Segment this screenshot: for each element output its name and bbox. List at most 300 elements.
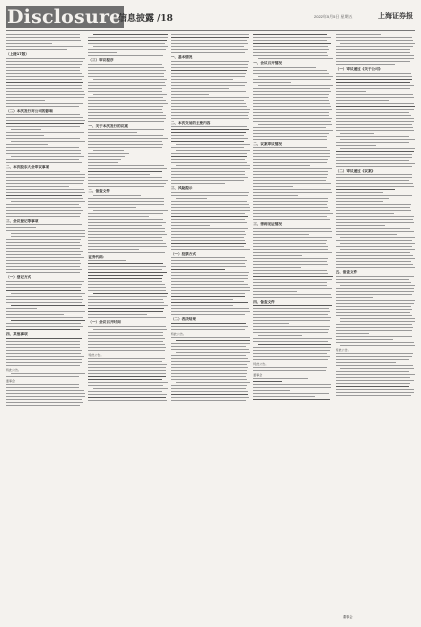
text-line xyxy=(171,73,247,74)
text-line xyxy=(171,367,248,368)
section-heading: 一、关于本次发行的议案 xyxy=(88,123,128,128)
text-line xyxy=(6,171,80,172)
text-line xyxy=(340,139,415,140)
text-line xyxy=(336,216,415,217)
text-line xyxy=(6,269,82,270)
text-line xyxy=(253,109,331,110)
text-line xyxy=(93,195,141,196)
text-line xyxy=(253,174,328,175)
text-line xyxy=(6,254,81,255)
text-line xyxy=(253,91,331,92)
text-line xyxy=(88,344,165,345)
text-line xyxy=(253,359,328,360)
text-line xyxy=(336,37,413,38)
text-line xyxy=(340,249,415,250)
text-line xyxy=(253,180,326,181)
text-line xyxy=(336,40,413,41)
text-line xyxy=(88,370,166,371)
text-line xyxy=(171,343,250,344)
text-line xyxy=(11,236,86,237)
text-line xyxy=(88,135,162,136)
text-line xyxy=(253,219,329,220)
text-line xyxy=(6,120,85,121)
text-line xyxy=(88,281,162,282)
text-line xyxy=(88,159,121,160)
text-line xyxy=(6,174,85,175)
closing-line: 董事会 xyxy=(253,373,263,378)
text-line xyxy=(336,189,396,190)
text-line xyxy=(171,183,225,184)
text-line xyxy=(11,129,42,130)
text-line xyxy=(6,79,82,80)
text-line xyxy=(336,151,414,152)
text-line xyxy=(336,276,415,277)
text-line xyxy=(336,261,411,262)
text-line xyxy=(88,311,163,312)
text-line xyxy=(6,135,44,136)
text-line xyxy=(171,308,250,309)
text-line xyxy=(6,114,80,115)
text-line xyxy=(336,112,409,113)
text-line xyxy=(6,195,82,196)
text-line xyxy=(336,330,413,331)
text-line xyxy=(171,79,233,80)
text-line xyxy=(253,258,327,259)
text-line xyxy=(171,132,246,133)
text-line xyxy=(171,195,248,196)
masthead xyxy=(6,4,415,31)
text-line xyxy=(6,144,48,145)
text-line xyxy=(336,73,411,74)
text-line xyxy=(88,228,164,229)
text-line xyxy=(336,124,412,125)
text-line xyxy=(336,303,415,304)
text-line xyxy=(88,358,165,359)
text-line xyxy=(340,321,415,322)
text-line xyxy=(6,227,36,228)
text-line xyxy=(171,76,245,77)
text-line xyxy=(258,58,333,59)
text-line xyxy=(171,266,247,267)
text-line xyxy=(88,109,161,110)
text-line xyxy=(6,117,83,118)
text-line xyxy=(6,290,81,291)
text-line xyxy=(6,245,82,246)
footer-signature: 董事会 xyxy=(343,614,353,619)
text-line xyxy=(171,394,248,395)
text-line xyxy=(171,385,247,386)
text-line xyxy=(88,252,164,253)
text-line xyxy=(253,201,327,202)
text-line xyxy=(336,371,409,372)
text-line xyxy=(336,145,377,146)
text-line xyxy=(6,91,84,92)
article-column xyxy=(336,34,415,624)
text-line xyxy=(88,49,166,50)
text-line xyxy=(336,97,414,98)
text-line xyxy=(6,106,79,107)
text-line xyxy=(171,376,246,377)
section-heading: （上接17版） xyxy=(6,52,29,56)
text-line xyxy=(88,240,163,241)
text-line xyxy=(336,130,415,131)
text-line xyxy=(336,88,411,89)
text-line xyxy=(253,55,328,56)
text-line xyxy=(88,341,162,342)
text-line xyxy=(253,308,329,309)
text-line xyxy=(253,192,331,193)
section-heading: 证券代码： xyxy=(88,254,107,259)
text-line xyxy=(336,392,414,393)
text-line xyxy=(6,251,83,252)
section-heading: 四、其他事项 xyxy=(6,331,28,336)
text-line xyxy=(336,177,412,178)
text-line xyxy=(171,225,210,226)
text-line xyxy=(6,213,81,214)
text-line xyxy=(176,198,208,199)
section-heading: 二、本次交易的主要内容 xyxy=(170,120,211,125)
section-title: 信息披露 /18 xyxy=(118,14,173,24)
text-line xyxy=(253,381,282,382)
text-line xyxy=(171,118,249,119)
text-line xyxy=(336,52,411,53)
section-heading: （二）审议通过《议案》 xyxy=(335,168,376,173)
text-line xyxy=(88,85,166,86)
section-heading: 二、议案审议情况 xyxy=(253,141,282,146)
text-line xyxy=(88,225,162,226)
text-line xyxy=(6,73,82,74)
text-line xyxy=(336,395,411,396)
text-line xyxy=(253,82,291,83)
text-line xyxy=(93,79,167,80)
text-line xyxy=(171,91,247,92)
text-line xyxy=(253,378,308,379)
text-line xyxy=(11,373,86,374)
text-line xyxy=(88,112,162,113)
text-line xyxy=(253,183,331,184)
text-line xyxy=(253,294,331,295)
text-line xyxy=(336,157,413,158)
text-line xyxy=(88,332,162,333)
text-line xyxy=(340,237,415,238)
text-line xyxy=(336,136,409,137)
text-line xyxy=(336,127,414,128)
text-line xyxy=(253,317,331,318)
text-line xyxy=(253,329,329,330)
text-line xyxy=(11,233,86,234)
text-line xyxy=(336,225,385,226)
text-line xyxy=(336,327,413,328)
section-heading: （一）会议召开时间 xyxy=(88,320,121,325)
text-line xyxy=(336,213,395,214)
text-line xyxy=(171,141,245,142)
text-line xyxy=(253,264,328,265)
text-line xyxy=(253,150,330,151)
text-line xyxy=(253,79,331,80)
text-line xyxy=(253,207,327,208)
text-line xyxy=(253,305,332,306)
text-line xyxy=(336,106,415,107)
text-line xyxy=(253,127,326,128)
text-line xyxy=(88,263,163,264)
disclosure-logo: Disclosure xyxy=(6,6,124,28)
text-line xyxy=(11,293,86,294)
text-line xyxy=(171,293,245,294)
text-line xyxy=(6,123,84,124)
text-line xyxy=(88,347,165,348)
text-line xyxy=(88,272,167,273)
text-line xyxy=(171,314,245,315)
text-line xyxy=(88,382,167,383)
text-line xyxy=(253,88,329,89)
text-line xyxy=(88,266,166,267)
text-line xyxy=(336,255,413,256)
closing-line: 董事会 xyxy=(6,378,16,383)
text-line xyxy=(171,373,247,374)
text-line xyxy=(11,156,85,157)
text-line xyxy=(88,97,163,98)
text-line xyxy=(336,46,413,47)
text-line xyxy=(336,82,410,83)
text-line xyxy=(336,160,409,161)
text-line xyxy=(253,43,331,44)
text-line xyxy=(336,207,410,208)
text-line xyxy=(253,246,328,247)
text-line xyxy=(171,201,247,202)
text-line xyxy=(171,40,247,41)
text-line xyxy=(253,118,331,119)
text-line xyxy=(6,192,85,193)
text-line xyxy=(6,341,80,342)
text-line xyxy=(171,85,245,86)
text-line xyxy=(253,228,331,229)
text-line xyxy=(336,142,409,143)
text-line xyxy=(336,339,393,340)
text-line xyxy=(6,97,84,98)
text-line xyxy=(93,34,168,35)
text-line xyxy=(253,40,326,41)
text-line xyxy=(336,374,415,375)
text-line xyxy=(88,397,165,398)
text-line xyxy=(88,314,146,315)
text-line xyxy=(6,266,80,267)
text-line xyxy=(253,291,297,292)
text-line xyxy=(253,97,328,98)
text-line xyxy=(88,174,150,175)
text-line xyxy=(171,156,247,157)
text-line xyxy=(336,315,412,316)
text-line xyxy=(6,405,80,406)
text-line xyxy=(336,163,415,164)
text-line xyxy=(171,311,250,312)
text-line xyxy=(253,261,326,262)
text-line xyxy=(176,352,251,353)
text-line xyxy=(6,362,82,363)
text-line xyxy=(6,338,82,339)
article-column xyxy=(88,34,167,624)
text-line xyxy=(171,379,247,380)
text-line xyxy=(6,359,82,360)
text-line xyxy=(253,136,326,137)
text-line xyxy=(253,70,327,71)
text-line xyxy=(253,67,316,68)
text-line xyxy=(253,356,330,357)
text-line xyxy=(253,94,329,95)
text-line xyxy=(11,320,86,321)
text-line xyxy=(171,249,250,250)
text-line xyxy=(171,213,246,214)
text-line xyxy=(171,67,249,68)
text-line xyxy=(88,73,164,74)
text-line xyxy=(88,201,163,202)
text-line xyxy=(88,287,166,288)
text-line xyxy=(336,356,412,357)
text-line xyxy=(253,147,326,148)
text-line xyxy=(88,260,126,261)
text-line xyxy=(336,85,414,86)
text-line xyxy=(336,186,414,187)
text-line xyxy=(171,52,245,53)
text-line xyxy=(6,186,69,187)
text-line xyxy=(336,288,414,289)
text-line xyxy=(6,299,83,300)
text-line xyxy=(88,82,165,83)
text-line xyxy=(253,387,331,388)
text-line xyxy=(336,252,410,253)
text-line xyxy=(6,177,85,178)
text-line xyxy=(336,34,381,35)
text-line xyxy=(171,171,245,172)
text-line xyxy=(171,269,225,270)
text-line xyxy=(88,64,161,65)
text-line xyxy=(88,183,166,184)
text-line xyxy=(88,269,162,270)
text-line xyxy=(88,144,163,145)
text-line xyxy=(336,94,414,95)
text-line xyxy=(6,67,80,68)
text-line xyxy=(6,399,82,400)
text-line xyxy=(88,391,162,392)
text-line xyxy=(253,198,328,199)
text-line xyxy=(336,282,411,283)
text-line xyxy=(253,399,330,400)
text-line xyxy=(336,380,414,381)
text-line xyxy=(171,100,244,101)
text-line xyxy=(336,204,411,205)
text-line xyxy=(176,150,251,151)
text-line xyxy=(6,189,84,190)
issue-date: 2022年5月5日 星期五 xyxy=(314,14,353,19)
section-heading: 四、备查文件 xyxy=(253,299,275,304)
text-line xyxy=(253,162,326,163)
text-line xyxy=(171,129,249,130)
text-line xyxy=(336,49,411,50)
text-line xyxy=(253,353,327,354)
text-line xyxy=(171,263,246,264)
section-heading: 三、风险提示 xyxy=(170,186,193,191)
text-line xyxy=(336,246,413,247)
text-line xyxy=(6,132,84,133)
text-line xyxy=(253,276,332,277)
text-line xyxy=(336,353,414,354)
text-line xyxy=(253,332,328,333)
text-line xyxy=(171,272,249,273)
text-line xyxy=(253,121,330,122)
section-heading: 三、律师见证情况 xyxy=(253,222,282,227)
text-line xyxy=(171,162,248,163)
text-line xyxy=(253,204,327,205)
text-line xyxy=(88,162,117,163)
text-line xyxy=(171,115,248,116)
text-line xyxy=(336,279,410,280)
text-line xyxy=(88,132,136,133)
text-line xyxy=(171,231,245,232)
text-line xyxy=(6,100,45,101)
text-line xyxy=(171,192,249,193)
section-heading: 三、会议登记等事项 xyxy=(6,218,39,223)
text-line xyxy=(171,222,247,223)
text-line xyxy=(6,162,82,163)
text-line xyxy=(93,94,167,95)
text-line xyxy=(176,382,251,383)
text-line xyxy=(88,376,165,377)
text-line xyxy=(6,365,80,366)
text-line xyxy=(171,159,246,160)
text-line xyxy=(171,228,248,229)
text-line xyxy=(171,61,249,62)
text-line xyxy=(336,61,411,62)
section-heading: （三）审议程序 xyxy=(88,58,114,62)
text-line xyxy=(88,367,166,368)
text-line xyxy=(253,347,331,348)
text-line xyxy=(336,264,413,265)
text-line xyxy=(6,314,64,315)
text-line xyxy=(6,204,79,205)
text-line xyxy=(6,147,79,148)
text-line xyxy=(11,141,85,142)
text-line xyxy=(88,400,167,401)
text-line xyxy=(336,231,414,232)
text-line xyxy=(88,91,162,92)
section-heading: （一）投票方式 xyxy=(170,251,196,256)
text-line xyxy=(336,365,413,366)
text-line xyxy=(171,103,246,104)
text-line xyxy=(6,40,81,41)
text-line xyxy=(171,237,244,238)
text-line xyxy=(171,329,245,330)
text-line xyxy=(88,234,166,235)
text-line xyxy=(171,275,249,276)
text-line xyxy=(6,49,67,50)
text-line xyxy=(336,192,383,193)
text-line xyxy=(336,324,413,325)
section-heading: 一、会议召开情况 xyxy=(253,61,282,65)
text-line xyxy=(336,183,414,184)
text-line xyxy=(88,67,164,68)
text-line xyxy=(253,338,332,339)
text-line xyxy=(171,43,249,44)
text-line xyxy=(88,275,162,276)
text-line xyxy=(88,103,167,104)
text-line xyxy=(88,243,166,244)
text-line xyxy=(6,46,83,47)
text-line xyxy=(253,282,327,283)
text-line xyxy=(6,257,84,258)
text-line xyxy=(340,318,415,319)
text-line xyxy=(6,356,84,357)
text-line xyxy=(171,296,245,297)
text-line xyxy=(88,364,166,365)
